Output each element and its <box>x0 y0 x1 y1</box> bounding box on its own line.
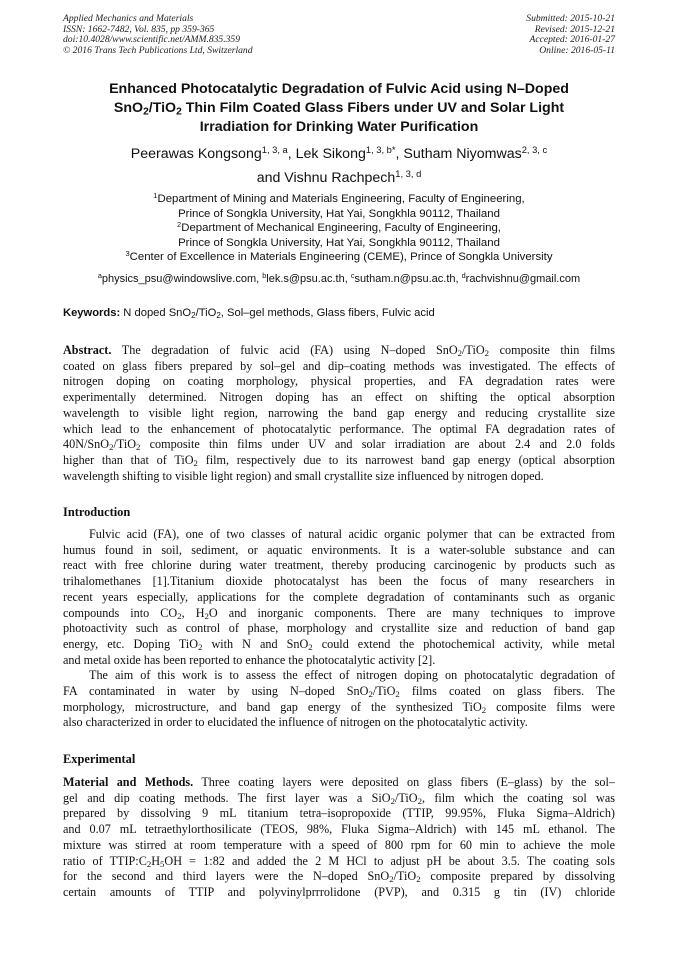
email-mark: d <box>461 271 466 281</box>
abstract-line <box>63 437 615 453</box>
author-affiliation-mark: 1, 3, b* <box>365 144 396 155</box>
subscript: 2 <box>395 689 400 700</box>
title-text: Thin Film Coated Glass Fibers under UV and Solar Light <box>181 100 565 116</box>
text: /TiO <box>113 437 137 452</box>
text: energy, etc. Doping TiO <box>63 636 199 651</box>
keywords-label: Keywords: <box>63 307 121 319</box>
text: Three coating layers were deposited on glass fibers (E–glass) by the sol– <box>193 775 616 789</box>
intro-line: photoactivity such as control of phase, morphology and crystallite size and reduction of band gap <box>63 621 615 636</box>
abstract-line: which lead to the enhancement of photocatalytic performance. The optimal FA degradation rates of <box>63 421 615 436</box>
text: film, respectively due to its narrowest band gap energy (optical absorption <box>197 452 615 467</box>
intro-line: recent years especially, applications for the complete degradation of contaminants such as organic <box>63 589 615 604</box>
subscript: 2 <box>177 610 182 621</box>
text: /TiO <box>372 684 396 699</box>
title-line-2 <box>40 99 638 118</box>
text: higher than that of TiO <box>63 452 194 467</box>
text: films coated on glass fibers. The <box>399 684 615 699</box>
email-mark: a <box>97 271 102 281</box>
text: morphology, microstructure, and band gap energy of the synthesized TiO <box>63 699 482 714</box>
date-accepted: Accepted: 2016-01-27 <box>529 34 615 46</box>
introduction-text <box>63 527 615 731</box>
text: , H <box>181 605 205 620</box>
subscript: 2 <box>368 689 373 700</box>
text: for the second and third layers were the N–doped SnO <box>63 869 390 884</box>
intro-line <box>63 684 615 700</box>
email-address: rachvishnu@gmail.com <box>465 273 581 285</box>
author-affiliation-mark: 1, 3, d <box>395 168 422 179</box>
author-name: and Vishnu Rachpech <box>256 170 396 186</box>
affiliation-number: 1 <box>153 190 158 200</box>
intro-line <box>63 700 615 716</box>
affiliation-2-address: Prince of Songkla University, Hat Yai, Songkhla 90112, Thailand <box>178 236 500 249</box>
author-emails <box>40 273 638 285</box>
author-affiliation-mark: 1, 3, a <box>261 144 288 155</box>
text: gel and dip coating methods. The first layer was a SiO <box>63 790 391 805</box>
exp-line <box>63 869 615 885</box>
subscript: 2 <box>417 795 422 806</box>
journal-name: Applied Mechanics and Materials <box>63 13 194 24</box>
intro-line: and metal oxide has been reported to enhance the photocatalytic activity [2]. <box>63 652 436 667</box>
text: /TiO <box>393 869 417 884</box>
intro-line <box>63 637 615 653</box>
paper-title <box>40 80 638 137</box>
text: /TiO <box>394 790 418 805</box>
subscript: 2 <box>193 458 198 469</box>
author-list <box>40 142 638 190</box>
keywords-text: /TiO <box>195 307 217 319</box>
affiliation-text: Department of Mechanical Engineering, Faculty of Engineering, <box>181 222 501 235</box>
title-text: /TiO <box>148 100 177 116</box>
subscript: 2 <box>146 858 152 869</box>
keywords-text: N doped SnO <box>120 307 192 319</box>
subscript: 2 <box>390 795 395 806</box>
date-online: Online: 2016-05-11 <box>539 44 615 56</box>
journal-issn: ISSN: 1662-7482, Vol. 835, pp 359-365 <box>63 23 215 35</box>
text: FA contaminated in water by using N–doped SnO <box>63 684 369 699</box>
keywords-text: , Sol–gel methods, Glass fibers, Fulvic acid <box>220 307 435 319</box>
text: OH = 1:82 and added the 2 M HCl to adjust pH be about 3.5. The coating sols <box>164 853 615 868</box>
subscript: 2 <box>484 348 490 359</box>
affiliation-number: 2 <box>177 220 182 230</box>
subscript: 2 <box>198 642 203 653</box>
author-name: , Sutham Niyomwas <box>395 146 522 162</box>
subscript: 2 <box>204 610 209 621</box>
text: composite thin films under UV and solar irradiation are about 2.4 and 2.0 folds <box>140 437 615 452</box>
exp-line <box>63 854 615 870</box>
intro-line: humus found in soil, sediment, or aquatic environments. It is a water-soluble substance and can <box>63 542 615 557</box>
text: with N and SnO <box>202 636 309 651</box>
intro-line: react with free chlorine during water treatment, thereby producing carcinogenic by products such as <box>63 558 615 573</box>
subscript: 2 <box>481 704 487 715</box>
author-line-1 <box>40 142 638 166</box>
affiliation-1-address: Prince of Songkla University, Hat Yai, Songkhla 90112, Thailand <box>178 207 500 220</box>
email-mark: b <box>262 271 267 281</box>
publication-dates <box>526 14 615 56</box>
exp-line: prepared by dissolving 9 mL titanium tetra–isopropoxide (TTIP, 99.95%, Fluka Sigma–Aldrich) <box>63 806 615 821</box>
abstract <box>63 343 615 484</box>
title-subscript: 2 <box>176 106 182 118</box>
text: H <box>151 853 161 868</box>
keywords-subscript: 2 <box>191 311 196 321</box>
exp-line: and 0.07 mL tetraethylorthosilicate (TEOS, 98%, Fluka Sigma–Aldrich) with 145 mL ethanol. The <box>63 822 615 837</box>
author-name: Peerawas Kongsong <box>130 146 262 162</box>
abstract-line: nitrogen doping on coating morphology, physical properties, and FA degradation rates were <box>63 374 615 389</box>
intro-line: The aim of this work is to assess the effect of nitrogen doping on photocatalytic degradation of <box>89 668 615 683</box>
text: composite prepared by dissolving <box>420 869 615 884</box>
exp-line: certain amounts of TTIP and polyvinylprrrolidone (PVP), and 0.315 g tin (IV) chloride <box>63 884 615 899</box>
abstract-line: coated on glass fibers prepared by sol–gel and dip–coating methods was investigated. The effects of <box>63 358 615 373</box>
abstract-line <box>63 343 615 359</box>
text: /TiO <box>462 343 485 357</box>
subscript: 2 <box>389 874 394 885</box>
keywords-subscript: 2 <box>216 311 221 321</box>
journal-copyright: © 2016 Trans Tech Publications Ltd, Switzerland <box>63 44 253 56</box>
exp-line <box>63 791 615 807</box>
affiliation-2 <box>40 221 638 236</box>
subscript: 2 <box>416 874 421 885</box>
experimental-text <box>63 775 615 901</box>
subscript: 2 <box>136 442 141 453</box>
author-name: , Lek Sikong <box>287 146 366 162</box>
email-address: physics_psu@windowslive.com, <box>101 273 263 285</box>
subscript: 2 <box>308 642 313 653</box>
keywords <box>63 307 435 319</box>
text: O and inorganic components. There are many techniques to improve <box>208 605 615 620</box>
subsection-label: Material and Methods. <box>63 775 194 789</box>
abstract-label: Abstract. <box>63 343 112 357</box>
exp-line <box>63 775 615 791</box>
subscript: 5 <box>160 858 165 869</box>
email-mark: c <box>350 271 355 281</box>
intro-line <box>63 606 615 622</box>
journal-info <box>63 14 253 56</box>
text: The degradation of fulvic acid (FA) using N–doped SnO <box>111 343 458 357</box>
text: ratio of TTIP:C <box>63 853 147 868</box>
date-revised: Revised: 2015-12-21 <box>534 23 615 35</box>
affiliation-3 <box>40 250 638 265</box>
exp-line: mixture was stirred at room temperature with a speed of 800 rpm for 60 min to achieve the mole <box>63 837 615 852</box>
author-line-2 <box>40 166 638 190</box>
intro-line: also characterized in order to elucidated the influence of nitrogen on the photocatalytic activity. <box>63 715 528 730</box>
affiliation-text: Center of Excellence in Materials Engineering (CEME), Prince of Songkla University <box>129 251 553 264</box>
text: could extend the photochemical activity, while metal <box>312 636 615 651</box>
text: composite films were <box>486 699 615 714</box>
affiliation-number: 3 <box>125 249 130 259</box>
affiliations <box>40 192 638 265</box>
section-heading-introduction: Introduction <box>63 505 131 519</box>
intro-line: Fulvic acid (FA), one of two classes of natural acidic organic polymer that can be extracted from <box>89 527 615 541</box>
section-heading-experimental: Experimental <box>63 752 136 766</box>
text: composite thin films <box>489 343 615 357</box>
abstract-line: wavelength shifting to visible light region) and small crystallite size influenced by nitrogen doped. <box>63 468 544 483</box>
text: 40N/SnO <box>63 437 110 452</box>
journal-doi: doi:10.4028/www.scientific.net/AMM.835.359 <box>63 34 241 46</box>
email-address: sutham.n@psu.ac.th, <box>354 273 462 285</box>
text: , film which the coating sol was <box>421 790 615 805</box>
date-submitted: Submitted: 2015-10-21 <box>526 13 615 24</box>
text: compounds into CO <box>63 605 178 620</box>
abstract-line: experimentally determined. Nitrogen doping has an effect on shifting the optical absorption <box>63 390 615 405</box>
intro-line: trihalomethanes [1].Titanium dioxide photocatalyst has been the focus of many researchers in <box>63 574 615 589</box>
abstract-line <box>63 453 615 469</box>
title-text: SnO <box>113 100 144 116</box>
author-affiliation-mark: 2, 3, c <box>521 144 548 155</box>
subscript: 2 <box>457 348 463 359</box>
email-address: lek.s@psu.ac.th, <box>266 273 351 285</box>
affiliation-text: Department of Mining and Materials Engineering, Faculty of Engineering, <box>157 193 525 205</box>
subscript: 2 <box>109 442 114 453</box>
affiliation-1 <box>40 192 638 207</box>
title-line-3: Irradiation for Drinking Water Purification <box>199 119 479 135</box>
abstract-line: wavelength to visible light region, narrowing the band gap energy and reducing crystallite size <box>63 405 615 420</box>
title-line-1: Enhanced Photocatalytic Degradation of Fulvic Acid using N–Doped <box>109 81 569 97</box>
title-subscript: 2 <box>143 106 149 118</box>
